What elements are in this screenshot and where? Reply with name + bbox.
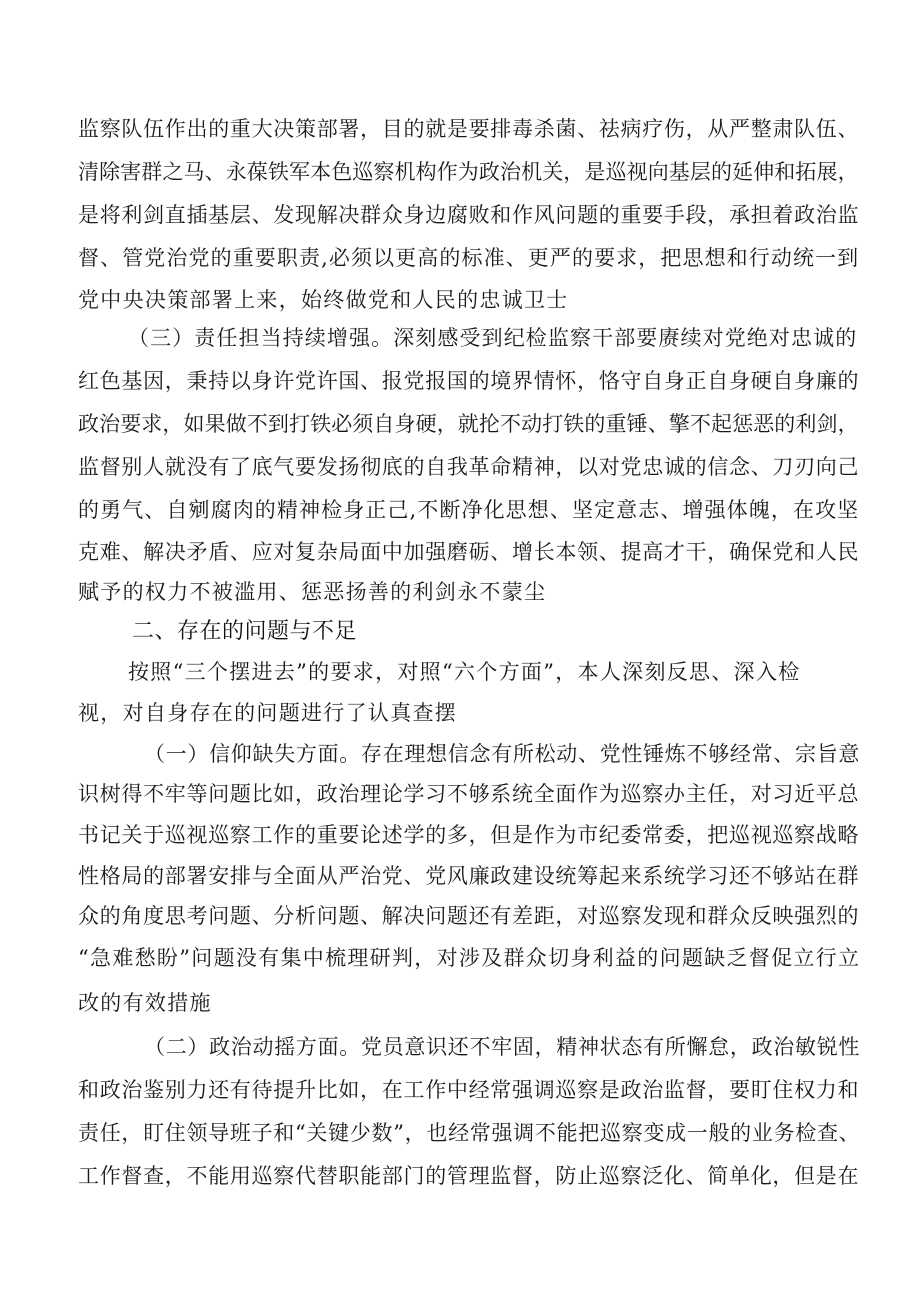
section3-line-5: 的勇气、自剜腐肉的精神检身正己,不断净化思想、坚定意志、增强体魄，在攻坚 bbox=[78, 498, 860, 522]
section3-line-3: 政治要求，如果做不到打铁必须自身硬，就抡不动打铁的重锤、擎不起惩恶的利剑， bbox=[78, 412, 859, 436]
section3-line-6: 克难、解决矛盾、应对复杂局面中加强磨砺、增长本领、提高才干，确保党和人民 bbox=[78, 540, 860, 564]
problem2-line-1: （二）政治动摇方面。党员意识还不牢固，精神状态有所懈怠，政治敏锐性 bbox=[144, 1035, 861, 1059]
problem1-line-6: “急难愁盼”问题没有集中梳理研判，对涉及群众切身利益的问题缺乏督促立行立 bbox=[78, 946, 861, 970]
section3-line-4: 监督别人就没有了底气要发扬彻底的自我革命精神，以对党忠诚的信念、刀刃向己 bbox=[78, 455, 860, 479]
problems-intro-line-1: 按照“三个摆进去”的要求，对照“六个方面”，本人深刻反思、深入检 bbox=[128, 660, 801, 684]
problems-intro-line-2: 视，对自身存在的问题进行了认真查摆 bbox=[78, 701, 458, 725]
problem1-line-7: 改的有效措施 bbox=[78, 991, 212, 1015]
section3-line-2: 红色基因，秉持以身许党许国、报党报国的境界情怀，恪守自身正自身硬自身廉的 bbox=[78, 369, 860, 393]
problem1-line-2: 识树得不牢等问题比如，政治理论学习不够系统全面作为巡察办主任，对习近平总 bbox=[78, 782, 860, 806]
intro-line-2: 清除害群之马、永葆铁军本色巡察机构作为政治机关，是巡视向基层的延伸和拓展， bbox=[78, 160, 859, 184]
problem1-line-4: 性格局的部署安排与全面从严治党、党风廉政建设统筹起来系统学习还不够站在群 bbox=[78, 864, 860, 888]
problem2-line-2: 和政治鉴别力还有待提升比如，在工作中经常强调巡察是政治监督，要盯住权力和 bbox=[78, 1078, 860, 1102]
problem2-line-3: 责任，盯住领导班子和“关键少数”，也经常强调不能把巡察变成一般的业务检查、 bbox=[78, 1121, 861, 1145]
intro-line-4: 督、管党治党的重要职责,必须以更高的标准、更严的要求，把思想和行动统一到 bbox=[78, 246, 860, 270]
section3-line-7: 赋予的权力不被滥用、惩恶扬善的利剑永不蒙尘 bbox=[78, 580, 547, 604]
problem1-line-5: 众的角度思考问题、分析问题、解决问题还有差距，对巡察发现和群众反映强烈的 bbox=[78, 904, 860, 928]
intro-line-5: 党中央决策部署上来，始终做党和人民的忠诚卫士 bbox=[78, 288, 569, 312]
intro-line-3: 是将利剑直插基层、发现解决群众身边腐败和作风问题的重要手段，承担着政治监 bbox=[78, 203, 860, 227]
problem1-line-3: 书记关于巡视巡察工作的重要论述学的多，但是作为市纪委常委，把巡视巡察战略 bbox=[78, 823, 860, 847]
problem1-line-1: （一）信仰缺失方面。存在理想信念有所松动、党性锤炼不够经常、宗旨意 bbox=[144, 742, 861, 766]
intro-line-1: 监察队伍作出的重大决策部署，目的就是要排毒杀菌、祛病疗伤，从严整肃队伍、 bbox=[78, 117, 860, 141]
problem2-line-4: 工作督查，不能用巡察代替职能部门的管理监督，防止巡察泛化、简单化，但是在 bbox=[78, 1164, 860, 1188]
section3-line-1: （三）责任担当持续增强。深刻感受到纪检监察干部要赓续对党绝对忠诚的 bbox=[128, 326, 858, 350]
section-heading-problems: 二、存在的问题与不足 bbox=[132, 619, 358, 644]
